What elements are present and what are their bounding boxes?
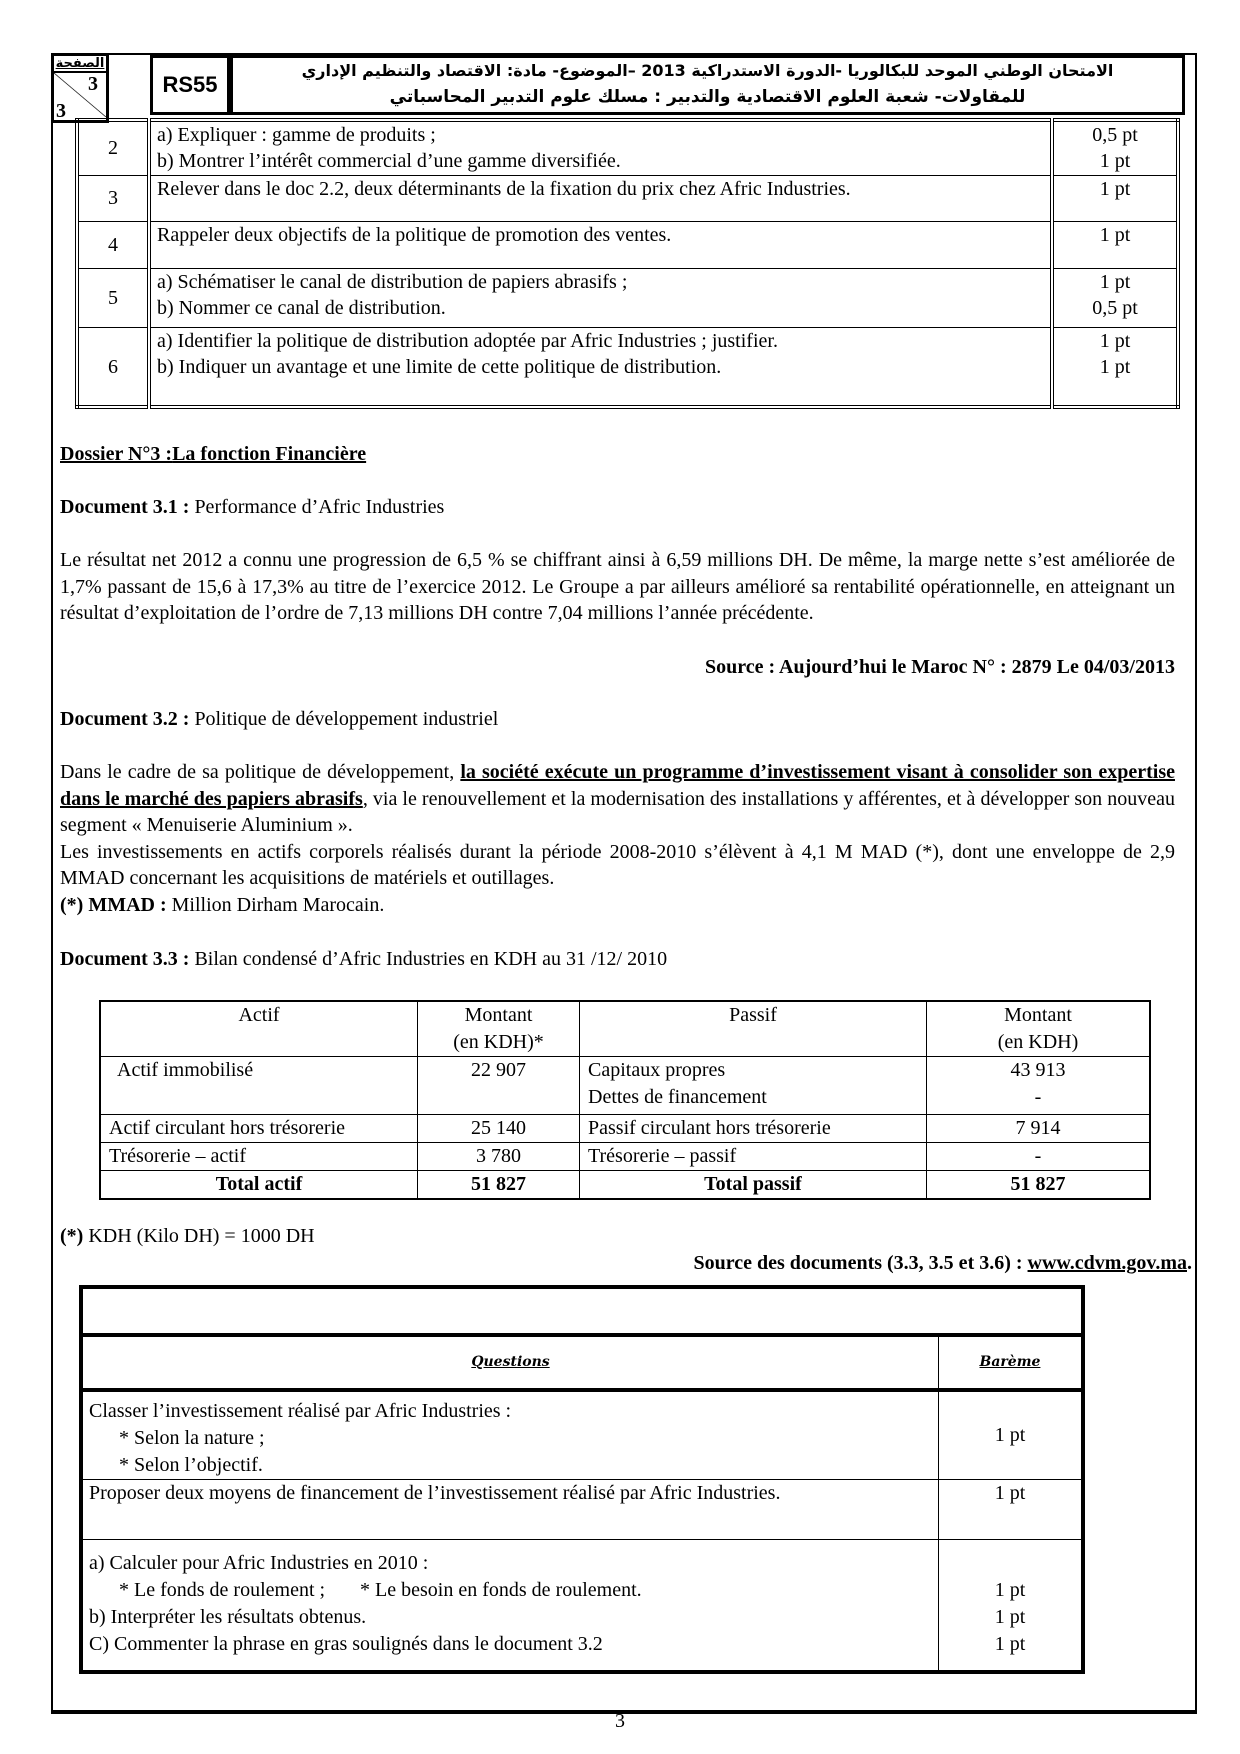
cell: Capitaux propres [588, 1059, 726, 1081]
cell: Trésorerie – passif [580, 1143, 927, 1171]
source-label: Source des documents (3.3, 3.5 et 3.6) : [693, 1252, 1028, 1274]
table-row [81, 1480, 1083, 1540]
cell: 51 827 [927, 1171, 1151, 1200]
points: 1 pt [1052, 175, 1178, 221]
dossier-heading [60, 441, 1175, 468]
cell: 43 913 [1010, 1059, 1066, 1081]
note-label: (*) [60, 1225, 84, 1247]
table-row [81, 1390, 1083, 1480]
question-number: 2 [77, 120, 149, 175]
cell: 51 827 [418, 1171, 580, 1200]
col-header: Montant [464, 1004, 533, 1026]
text: Les investissements en actifs corporels réalisés durant la période 2008-2010 s’élèvent à 4,1 M MAD (*), dont une enveloppe de 2,9 MMAD concernant les acquisitions de matériels et outillages. [60, 840, 1175, 889]
doc31-text: Le résultat net 2012 a connu une progression de 6,5 % se chiffrant ainsi à 6,59 millions DH. De même, la marge nette s’est améliorée de 1,7% passant de 15,6 à 17,3% au titre de l’exercice 2012. Le Groupe a par ailleurs amélioré sa rentabilité opérationnelle, en atteignant un résultat d’exploitation de l’ordre de 7,13 millions DH contre 7,04 millions l’année précédente. [60, 549, 1175, 624]
balance-sheet-table [99, 1000, 1151, 1200]
blank-row [81, 1287, 1083, 1335]
doc-label: Document 3.3 : [60, 948, 190, 970]
question-text: * Selon l’objectif. [119, 1454, 263, 1476]
cell: Total passif [580, 1171, 927, 1200]
points: 0,5 pt [1092, 296, 1138, 319]
page-number: 3 [88, 73, 98, 95]
col-header: (en KDH) [997, 1031, 1079, 1053]
question-number: 4 [77, 221, 149, 268]
points: 1 pt [939, 1390, 1084, 1480]
question-text: * Le fonds de roulement ; * Le besoin en fonds de roulement. [119, 1579, 642, 1601]
text: Dans le cadre de sa politique de développement, [60, 761, 461, 783]
cell: Actif immobilisé [100, 1057, 418, 1115]
question-text: Rappeler deux objectifs de la politique de promotion des ventes. [149, 221, 1052, 268]
documents-source [60, 1250, 1192, 1277]
title-line-2: للمقاولات- شعبة العلوم الاقتصادية والتدبير : مسلك علوم التدبير المحاسباتي [389, 87, 1026, 107]
doc-title: Performance d’Afric Industries [189, 496, 445, 518]
cell: Dettes de financement [588, 1086, 767, 1108]
question-text: * Selon la nature ; [119, 1427, 265, 1449]
note-label: (*) MMAD : [60, 893, 167, 916]
points: 1 pt [994, 1633, 1026, 1655]
page-footer-number: 3 [615, 1710, 625, 1732]
table-row [77, 221, 1178, 268]
doc32-text [60, 759, 1175, 918]
col-header-bareme: Barème [939, 1335, 1084, 1390]
table-row [77, 120, 1178, 175]
page-total: 3 [56, 100, 66, 122]
doc33-heading [60, 946, 1175, 973]
cell: Actif circulant hors trésorerie [100, 1115, 418, 1143]
col-header: Actif [100, 1001, 418, 1057]
kdh-note [60, 1223, 1175, 1250]
dossier-title: La fonction Financière [172, 443, 367, 465]
points: 1 pt [939, 1480, 1084, 1540]
cell: Total actif [100, 1171, 418, 1200]
table-row [100, 1143, 1150, 1171]
table-row [100, 1115, 1150, 1143]
table-row [77, 268, 1178, 327]
col-header-questions: Questions [81, 1335, 939, 1390]
col-header: (en KDH)* [453, 1031, 544, 1053]
text: , via le renouvellement et la modernisation des installations y afférentes, et à développer son nouveau segment « Menuiserie Aluminium ». [60, 787, 1175, 836]
cell: - [927, 1143, 1151, 1171]
question-text: Classer l’investissement réalisé par Afric Industries : [89, 1400, 512, 1422]
col-header: Passif [580, 1001, 927, 1057]
blank-cell [81, 1287, 1083, 1335]
title-line-1: الامتحان الوطني الموحد للبكالوريا -الدورة الاستدراكية 2013 –الموضوع- مادة: الاقتصاد والتنظيم الإداري [301, 61, 1114, 80]
question-text: a) Calculer pour Afric Industries en 2010 : [89, 1552, 429, 1574]
table-row [77, 327, 1178, 407]
note-text: KDH (Kilo DH) = 1000 DH [83, 1225, 315, 1247]
doc-title: Bilan condensé d’Afric Industries en KDH au 31 /12/ 2010 [189, 948, 668, 970]
question-number: 5 [77, 268, 149, 327]
source-link[interactable]: www.cdvm.gov.ma [1027, 1252, 1187, 1274]
points: 1 pt [1099, 270, 1131, 293]
question-number: 6 [77, 327, 149, 407]
points: 1 pt [994, 1606, 1026, 1628]
page-counter-box [51, 53, 109, 123]
doc31-heading [60, 494, 1175, 521]
period: . [1187, 1252, 1192, 1274]
highlighted-sentence: la société exécute un programme d’investissement visant à consolider son expertise dans le marché des papiers abrasifs [60, 761, 1175, 810]
question-text: a) Expliquer : gamme de produits ; [157, 124, 436, 146]
table-row [81, 1540, 1083, 1673]
cell: Trésorerie – actif [100, 1143, 418, 1171]
question-number: 3 [77, 175, 149, 221]
doc-title: Politique de développement industriel [189, 708, 499, 730]
points: 1 pt [1099, 150, 1131, 172]
question-text: b) Nommer ce canal de distribution. [157, 296, 446, 319]
previous-questions-table [75, 118, 1180, 409]
dossier-label: Dossier N°3 : [60, 443, 173, 465]
cell: - [1034, 1086, 1042, 1108]
question-text: a) Schématiser le canal de distribution de papiers abrasifs ; [157, 270, 628, 293]
doc31-source: Source : Aujourd’hui le Maroc N° : 2879 Le 04/03/2013 [704, 656, 1175, 678]
cell: 25 140 [418, 1115, 580, 1143]
questions-table [79, 1285, 1085, 1674]
doc32-heading [60, 706, 1175, 733]
total-row [100, 1171, 1150, 1200]
cell: 22 907 [418, 1057, 580, 1115]
cell: Passif circulant hors trésorerie [580, 1115, 927, 1143]
points: 0,5 pt [1092, 124, 1138, 146]
exam-title [230, 55, 1185, 115]
subject-code: RS55 [150, 55, 230, 115]
cell: 7 914 [927, 1115, 1151, 1143]
points: 1 pt [1099, 355, 1131, 378]
question-text: Relever dans le doc 2.2, deux déterminants de la fixation du prix chez Afric Industries. [149, 175, 1052, 221]
question-text: b) Interpréter les résultats obtenus. [89, 1606, 367, 1628]
points: 1 pt [994, 1579, 1026, 1601]
note-text: Million Dirham Marocain. [166, 893, 385, 916]
question-text: a) Identifier la politique de distribution adoptée par Afric Industries ; justifier. [157, 329, 778, 352]
points: 1 pt [1052, 221, 1178, 268]
page-label: الصفحة [55, 56, 105, 71]
question-text: b) Indiquer un avantage et une limite de cette politique de distribution. [157, 355, 722, 378]
cell: 3 780 [418, 1143, 580, 1171]
col-header: Montant [1004, 1004, 1072, 1026]
doc-label: Document 3.2 : [60, 708, 190, 730]
points: 1 pt [1099, 329, 1131, 352]
question-text: b) Montrer l’intérêt commercial d’une gamme diversifiée. [157, 150, 621, 172]
question-text: Proposer deux moyens de financement de l’investissement réalisé par Afric Industries. [81, 1480, 939, 1540]
table-row [77, 175, 1178, 221]
question-text: C) Commenter la phrase en gras soulignés dans le document 3.2 [89, 1633, 603, 1655]
doc-label: Document 3.1 : [60, 496, 190, 518]
table-row [100, 1057, 1150, 1115]
table-header-row [100, 1001, 1150, 1057]
table-header-row [81, 1335, 1083, 1390]
